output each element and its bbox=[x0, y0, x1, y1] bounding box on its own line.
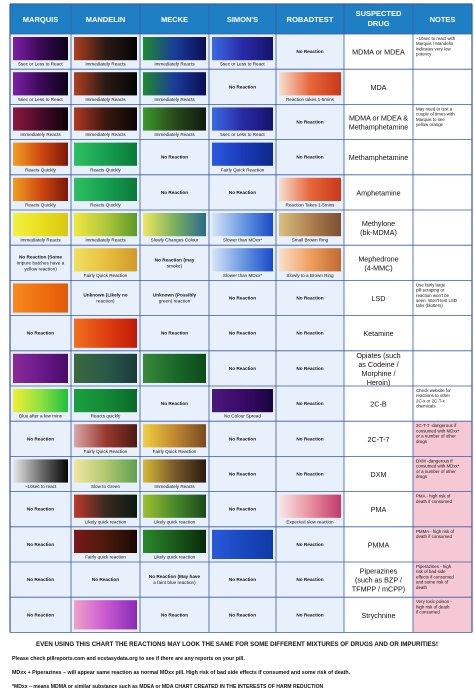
reaction-label: Fairly Quick Reaction bbox=[220, 167, 265, 173]
reaction-label: 5sec or Less to React bbox=[220, 132, 265, 138]
note-line: 2C-x or 2C-T-x bbox=[416, 398, 445, 404]
reaction-text: No Reaction bbox=[228, 436, 257, 442]
reaction-text: No Reaction (may bbox=[154, 257, 195, 263]
reaction-swatch bbox=[13, 389, 68, 412]
reaction-label: Reacts Quickly bbox=[90, 167, 121, 173]
header-notes: NOTES bbox=[429, 15, 456, 24]
reaction-text: No Reaction bbox=[296, 295, 324, 301]
reaction-swatch bbox=[143, 354, 206, 383]
reaction-swatch bbox=[74, 389, 137, 412]
reaction-text: No Reaction bbox=[296, 154, 324, 160]
reaction-label: Reacts Quickly bbox=[25, 202, 56, 208]
drug-name: Morphine / bbox=[361, 368, 396, 378]
note-line: drugs bbox=[416, 438, 427, 444]
reaction-swatch bbox=[212, 107, 273, 130]
reaction-label: Likely quick reaction bbox=[84, 519, 127, 525]
reaction-label: 5sec or Less to React bbox=[18, 61, 63, 67]
notes-cell bbox=[413, 210, 472, 245]
reaction-swatch bbox=[279, 248, 341, 271]
reaction-label: Immediately Reacts bbox=[154, 96, 195, 102]
reaction-label: Reaction Takes 1-5mins bbox=[285, 202, 335, 208]
reaction-swatch bbox=[143, 495, 206, 518]
reaction-label: ~10sec to react bbox=[24, 484, 57, 490]
header-mandelin: MANDELIN bbox=[85, 15, 126, 24]
reaction-text: No Reaction bbox=[296, 330, 324, 336]
drug-name: MDMA or MDEA & bbox=[348, 113, 409, 123]
reaction-text: No Reaction bbox=[160, 154, 189, 160]
drug-name: (4-MMC) bbox=[364, 263, 393, 273]
reaction-label: Reaction takes 1-5mins bbox=[285, 96, 335, 102]
reaction-label: Immediately Reacts bbox=[154, 132, 195, 138]
reaction-text: No Reaction bbox=[26, 506, 55, 512]
reaction-swatch bbox=[212, 213, 273, 236]
drug-name: Methamphetamine bbox=[348, 153, 409, 163]
reaction-label: Slowly Changes Colour bbox=[150, 237, 199, 243]
reaction-label: Immediately Reacts bbox=[85, 96, 126, 102]
reaction-label: Reacts Quickly bbox=[25, 167, 56, 173]
note-line: chemicals bbox=[416, 403, 436, 409]
reaction-swatch bbox=[279, 495, 341, 518]
note-line: couple of times with bbox=[416, 111, 455, 117]
reaction-text: reaction) bbox=[96, 298, 115, 304]
reaction-swatch bbox=[13, 143, 68, 166]
reaction-label: Slower than MDxx* bbox=[222, 272, 263, 278]
drug-name: DXM bbox=[370, 470, 387, 479]
notes-cell bbox=[413, 175, 472, 210]
drug-name: Piperazines bbox=[359, 566, 398, 576]
reaction-text: No Reaction bbox=[296, 49, 324, 55]
drug-name: Ketamine bbox=[363, 329, 394, 339]
reaction-text: No Reaction bbox=[26, 612, 55, 618]
note-line: death if consumed bbox=[416, 534, 452, 539]
reaction-label: Small Brown Ring bbox=[291, 237, 329, 243]
reaction-text: No Reaction bbox=[26, 541, 55, 547]
reaction-text: No Reaction bbox=[296, 401, 324, 407]
reaction-text: No Reaction bbox=[160, 612, 189, 618]
reaction-text: No Reaction bbox=[91, 577, 120, 583]
reaction-text: No Reaction (Some bbox=[19, 254, 62, 260]
reaction-swatch bbox=[74, 213, 137, 236]
drug-name: as Codeine / bbox=[358, 359, 399, 369]
note-line: Use fairly large bbox=[416, 282, 446, 288]
header-suspected: SUSPECTED bbox=[355, 9, 402, 18]
note-line: Very toxic poison - bbox=[416, 599, 452, 605]
footer-warning: EVEN USING THIS CHART THE REACTIONS MAY LOOK THE SAME FOR SOME DIFFERENT MIXTURES OF DRUGS AND OR IMPURITIES! bbox=[36, 641, 438, 648]
reaction-label: No Colour Spread bbox=[224, 413, 261, 419]
reaction-text: No Reaction bbox=[296, 577, 324, 583]
reaction-label: 5sec or Less to React bbox=[18, 96, 63, 102]
note-line: and some risk of bbox=[416, 579, 449, 585]
reaction-text: Unknown (Possibly bbox=[152, 292, 197, 298]
note-line: or a number of other bbox=[416, 433, 456, 439]
drug-name: 2C-T-7 bbox=[367, 434, 390, 444]
footer-mdxx-definition: *MDxx – means MDMA or similar substance such as MDEA or MDA CHART CREATED IN THE INTERESTS OF HARM REDUCTION bbox=[12, 684, 324, 690]
notes-cell bbox=[413, 69, 472, 104]
drug-name: 2C-B bbox=[370, 399, 387, 409]
reaction-label: Immediately Reacts bbox=[154, 484, 195, 490]
reaction-swatch bbox=[13, 283, 68, 312]
reaction-label: Immediately Reacts bbox=[85, 237, 126, 243]
notes-cell bbox=[413, 140, 472, 175]
reaction-text: No Reaction bbox=[228, 471, 257, 477]
reaction-swatch bbox=[212, 530, 273, 559]
note-line: drugs bbox=[416, 474, 427, 479]
note-line: PMA - high risk of bbox=[416, 493, 451, 499]
note-line: indicates very low bbox=[416, 46, 451, 52]
note-line: yellow orange bbox=[416, 122, 444, 127]
reaction-swatch bbox=[74, 354, 137, 383]
note-line: death bbox=[416, 584, 427, 590]
reaction-text: No Reaction bbox=[296, 471, 324, 477]
reaction-label: Likely quick reaction bbox=[153, 519, 196, 525]
reaction-swatch bbox=[279, 72, 341, 95]
drug-name: PMA bbox=[370, 505, 387, 515]
reaction-swatch bbox=[74, 37, 137, 60]
header-simons: SIMON'S bbox=[226, 15, 259, 24]
footer-piperazines-note: MDxx + Piperazines – will appear same reaction as normal MDxx pill. High risk of bad side effects if consumed and some risk of death. bbox=[12, 670, 351, 676]
reaction-swatch bbox=[74, 530, 137, 553]
reaction-text: No Reaction bbox=[296, 436, 324, 442]
reaction-swatch bbox=[212, 143, 273, 166]
reaction-text: No Reaction bbox=[296, 365, 324, 371]
reaction-swatch bbox=[13, 37, 68, 60]
reaction-swatch bbox=[212, 37, 273, 60]
drug-name: MDMA or MDEA bbox=[352, 47, 405, 57]
drug-name: Strychnine bbox=[361, 610, 396, 620]
note-line: if consumed bbox=[416, 609, 440, 615]
reaction-label: Immediately Reacts bbox=[85, 132, 126, 138]
reaction-label: Expected slow reaction bbox=[286, 519, 334, 525]
drug-name: (such as BZP / bbox=[354, 575, 403, 585]
note-line: 2C-T-7 -dangerous if bbox=[416, 423, 457, 429]
notes-cell bbox=[413, 245, 472, 280]
reaction-text: No Reaction bbox=[26, 330, 55, 336]
notes-cell bbox=[413, 316, 472, 351]
drug-name: PMMA bbox=[367, 540, 390, 550]
reaction-swatch bbox=[143, 107, 206, 130]
header-drug: DRUG bbox=[367, 19, 390, 28]
reaction-swatch bbox=[74, 600, 137, 629]
reaction-text: green) reaction bbox=[158, 298, 191, 304]
reaction-swatch bbox=[143, 213, 206, 236]
header-mecke: MECKE bbox=[160, 15, 189, 24]
reaction-label: Fairly Quick Reaction bbox=[152, 448, 197, 454]
reaction-text: No Reaction bbox=[160, 330, 189, 336]
reaction-label: Immediately Reacts bbox=[20, 132, 61, 138]
reaction-text: Unknown (Likely no bbox=[83, 292, 128, 298]
note-line: high risk of death bbox=[416, 604, 450, 610]
note-line: or a number of other bbox=[416, 468, 456, 474]
reaction-label: Immediately Reacts bbox=[154, 61, 195, 67]
note-line: effects if consumed bbox=[416, 574, 454, 580]
reaction-swatch bbox=[143, 37, 206, 60]
reaction-label: Slowly to a Brown Ring bbox=[286, 272, 334, 278]
note-line: ~10sec to react with bbox=[416, 36, 456, 41]
reaction-swatch bbox=[143, 72, 206, 95]
drug-name: Heroin) bbox=[366, 377, 391, 387]
reaction-text: No Reaction bbox=[228, 330, 257, 336]
reaction-label: Slower than MDxx* bbox=[222, 237, 263, 243]
drug-name: Opiates (such bbox=[356, 350, 401, 360]
note-line: PMMA - high risk of bbox=[416, 528, 455, 534]
reaction-swatch bbox=[74, 495, 137, 518]
reaction-text: No Reaction bbox=[26, 577, 55, 583]
drug-name: MDA bbox=[370, 82, 387, 92]
reaction-swatch bbox=[13, 213, 68, 236]
reaction-swatch bbox=[13, 107, 68, 130]
reaction-text: No Reaction bbox=[228, 506, 257, 512]
reaction-swatch bbox=[212, 248, 273, 271]
reaction-swatch bbox=[279, 178, 341, 201]
reaction-swatch bbox=[143, 424, 206, 447]
reaction-text: No Reaction bbox=[160, 401, 189, 407]
reaction-swatch bbox=[13, 178, 68, 201]
notes-cell bbox=[413, 351, 472, 386]
drug-name: Methamphetamine bbox=[348, 122, 409, 132]
reaction-swatch bbox=[13, 459, 68, 482]
note-line: Marquis to see bbox=[416, 116, 445, 122]
reaction-text: No Reaction bbox=[228, 365, 257, 371]
reaction-text: No Reaction bbox=[228, 189, 257, 195]
note-line: seen. Won't test LSD bbox=[416, 298, 458, 303]
reaction-swatch bbox=[74, 178, 137, 201]
reaction-swatch bbox=[74, 72, 137, 95]
reaction-text: No Reaction bbox=[26, 436, 55, 442]
drug-name: (bk-MDMA) bbox=[360, 228, 397, 238]
note-line: pill scraping or bbox=[416, 287, 445, 293]
reaction-text: No Reaction bbox=[296, 119, 324, 125]
drug-name: Mephedrone bbox=[358, 254, 399, 264]
reaction-label: Likely quick reaction bbox=[153, 554, 196, 560]
reaction-text: No Reaction bbox=[228, 612, 257, 618]
reaction-label: Reacts Quickly bbox=[90, 202, 121, 208]
footer-check-sites: Please check pillreports.com and ecstasydata.org to see if there are any reports on your pill. bbox=[12, 656, 245, 662]
reaction-label: Reacts quickly bbox=[90, 413, 121, 419]
reaction-swatch bbox=[74, 459, 137, 482]
reaction-swatch bbox=[74, 319, 137, 348]
reaction-label: Immediately Reacts bbox=[20, 237, 61, 243]
note-line: reactions to other bbox=[416, 393, 450, 399]
drug-name: Amphetamine bbox=[356, 188, 401, 198]
reaction-text: No Reaction bbox=[228, 295, 257, 301]
note-line: death if consumed bbox=[416, 498, 452, 504]
reaction-text: impure batches have a bbox=[16, 260, 65, 266]
note-line: risk of bad side bbox=[416, 569, 446, 575]
reaction-swatch bbox=[74, 143, 137, 166]
reaction-swatch bbox=[279, 213, 341, 236]
reaction-label: Fairly Quick Reaction bbox=[83, 272, 128, 278]
reaction-text: No Reaction (May have bbox=[148, 574, 201, 580]
reaction-text: No Reaction bbox=[228, 84, 257, 90]
header-robadtest: ROBADTEST bbox=[286, 15, 334, 24]
note-line: DXM -dangerous if bbox=[416, 458, 453, 464]
reaction-label: Slow to Green bbox=[90, 484, 121, 490]
note-line: May need to test a bbox=[416, 106, 453, 112]
reaction-swatch bbox=[74, 107, 137, 130]
note-line: consumed with MDxx* bbox=[416, 463, 460, 469]
drug-name: Methylone bbox=[361, 219, 396, 229]
reaction-swatch bbox=[13, 72, 68, 95]
reaction-swatch bbox=[212, 389, 273, 412]
note-line: Check website for bbox=[416, 388, 451, 393]
note-line: potency bbox=[416, 51, 432, 57]
reaction-label: Fairly Quick Reaction bbox=[83, 448, 128, 454]
note-line: consumed with MDxx* bbox=[416, 428, 460, 434]
note-line: Marquis / Mandelin bbox=[416, 41, 454, 47]
reaction-swatch bbox=[143, 530, 206, 553]
reaction-text: No Reaction bbox=[160, 189, 189, 195]
note-line: Piperazines - high bbox=[416, 564, 452, 569]
reaction-text: No Reaction bbox=[296, 612, 324, 618]
header-marquis: MARQUIS bbox=[22, 15, 59, 24]
drug-name: TFMPP / mCPP) bbox=[351, 584, 406, 594]
reaction-text: smoke) bbox=[166, 263, 183, 269]
drug-name: LSD bbox=[371, 294, 386, 303]
reaction-swatch bbox=[143, 459, 206, 482]
note-line: reaction won't be bbox=[416, 292, 450, 298]
reaction-text: No Reaction bbox=[228, 577, 257, 583]
reaction-label: 5sec or Less to React bbox=[220, 61, 265, 67]
reaction-text: a faint blue reaction) bbox=[153, 580, 196, 586]
reaction-text: No Reaction bbox=[296, 541, 324, 547]
note-line: tabs (blotters) bbox=[416, 303, 443, 309]
reaction-label: Immediately Reacts bbox=[85, 61, 126, 67]
reaction-label: Blue after a few mins bbox=[19, 413, 62, 419]
reaction-swatch bbox=[74, 424, 137, 447]
reaction-swatch bbox=[74, 248, 137, 271]
reaction-label: Fairly quick reaction bbox=[85, 554, 126, 560]
reaction-text: yellow reaction) bbox=[24, 266, 57, 272]
reaction-swatch bbox=[13, 354, 68, 383]
